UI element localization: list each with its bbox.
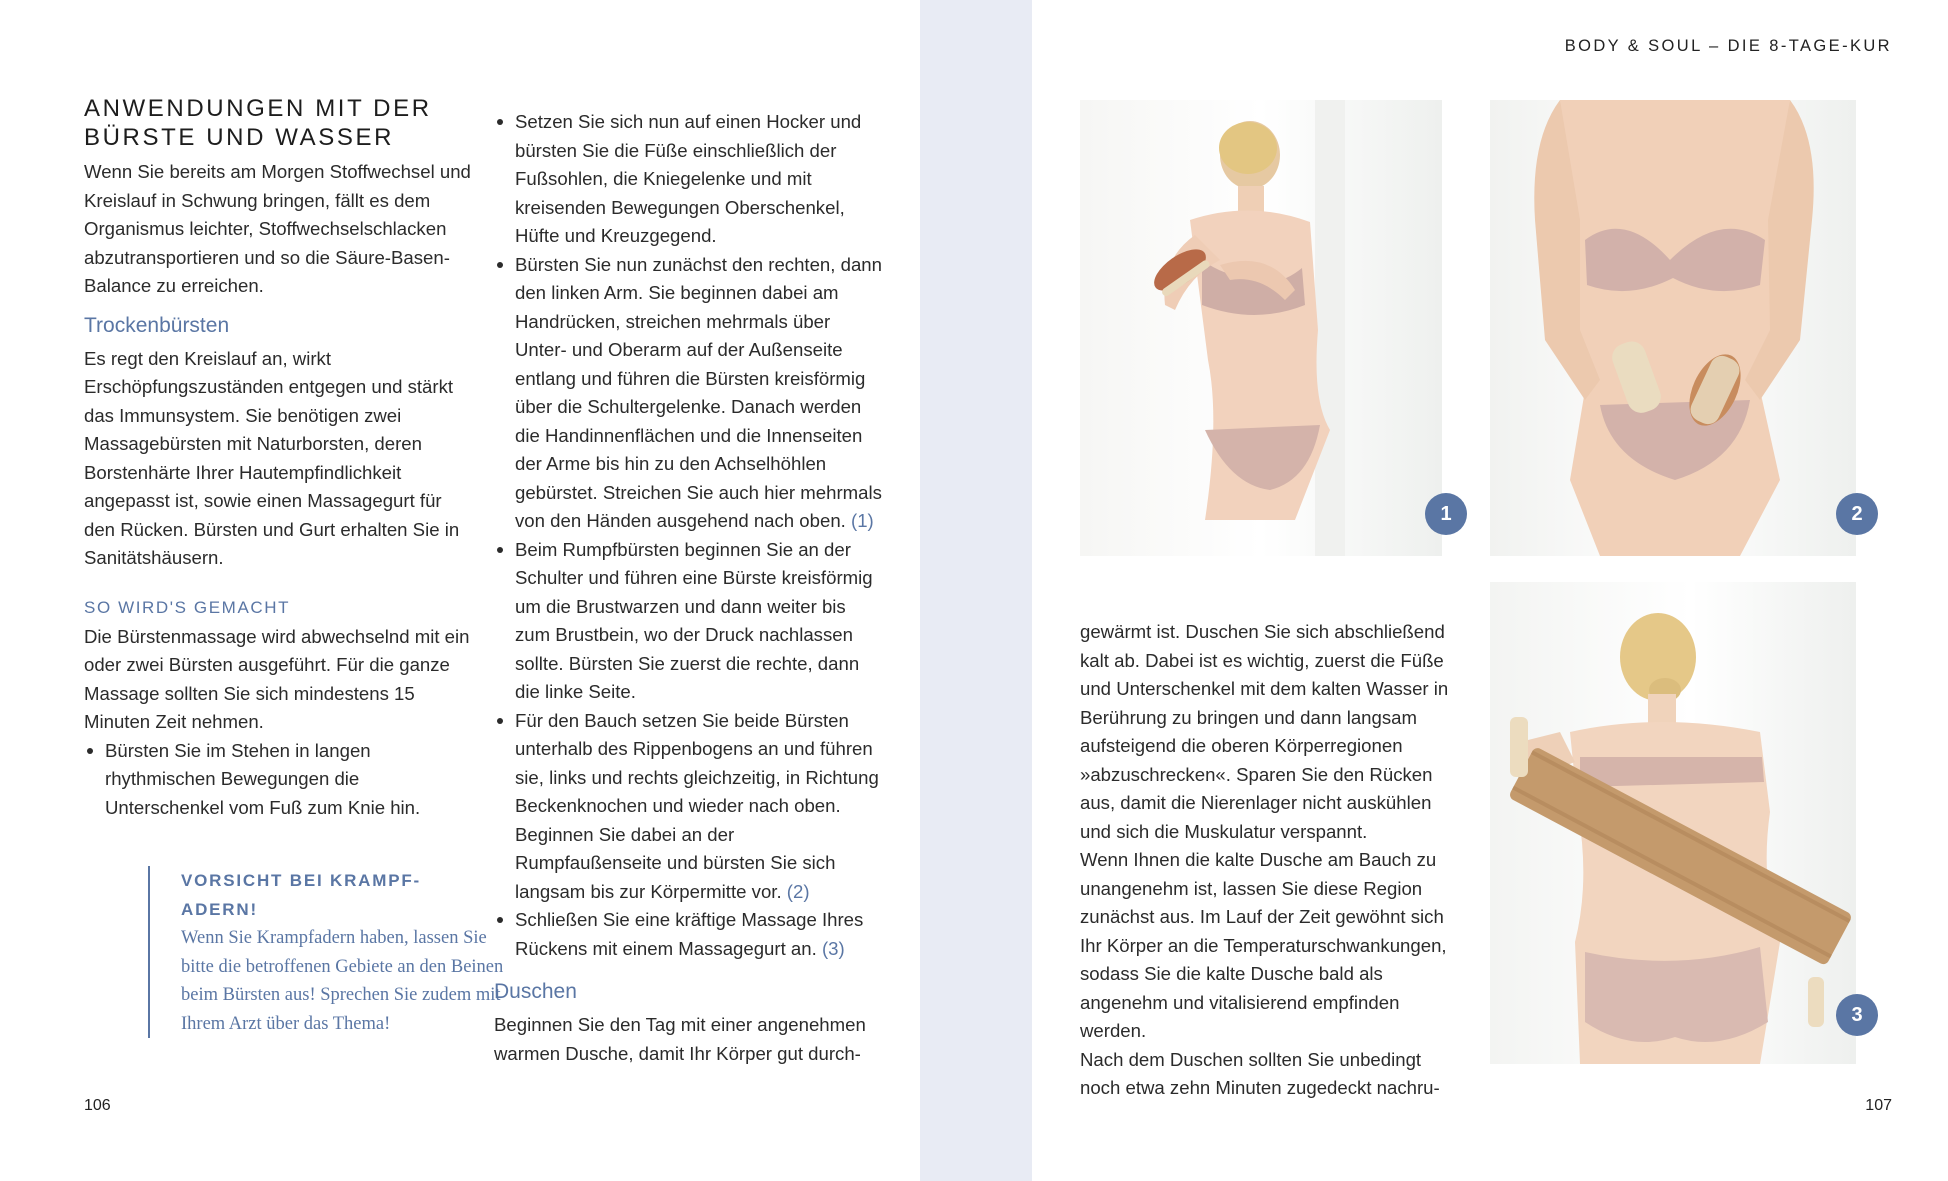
warning-title-line1: VORSICHT BEI KRAMPF- <box>181 871 421 890</box>
intro-paragraph: Wenn Sie bereits am Morgen Stoffwechsel und Kreislauf in Schwung bringen, fällt es dem Organismus leichter, Stoffwechselschlacken abzutransportieren und so die Säure-Basen-Balance zu erreichen. <box>84 161 471 296</box>
woman-arm-brushing-image <box>1080 100 1442 556</box>
photo-reference: (2) <box>786 880 810 902</box>
list-item <box>494 906 886 963</box>
list-item-text: Setzen Sie sich nun auf einen Hocker und bürsten Sie die Füße einschließlich der Fußsohlen, die Kniegelenke und mit kreisenden Bewegungen Oberschenkel, Hüfte und Kreuzgegend. <box>515 111 862 246</box>
section-title-line1: ANWENDUNGEN MIT DER <box>84 95 432 122</box>
photo-badge-3: 3 <box>1836 994 1878 1036</box>
list-item <box>494 251 886 536</box>
left-page <box>0 0 920 1181</box>
trocken-paragraph: Es regt den Kreislauf an, wirkt Erschöpfungszuständen entgegen und stärkt das Immunsystem. Sie benötigen zwei Massagebürsten mit Naturborsten, deren Borstenhärte Ihrer Hautempfindlichkeit angepasst ist, sowie einen Massagegurt für den Rücken. Bürsten und Gurt erhalten Sie in Sanitätshäusern. <box>84 347 460 568</box>
list-item-text: Schließen Sie eine kräftige Massage Ihres Rückens mit einem Massagegurt an. <box>515 909 864 959</box>
photo-2-belly-brushing <box>1490 100 1856 556</box>
photo-reference: (3) <box>821 937 845 959</box>
warning-text: Wenn Sie Krampfadern haben, lassen Sie bitte die betroffenen Gebiete an den Beinen beim Bürsten aus! Sprechen Sie zudem mit Ihrem Arzt über das Thema! <box>181 928 504 1034</box>
list-item <box>494 536 886 707</box>
list-item <box>494 108 886 251</box>
duschen-heading: Duschen <box>494 980 577 1003</box>
warning-box <box>148 866 507 1038</box>
list-item-text: Für den Bauch setzen Sie beide Bürsten unterhalb des Rippenbogens an und führen sie, links und rechts gleichzeitig, in Richtung Beckenknochen und wieder nach oben. Beginnen Sie dabei an der Rumpfaußenseite und bürsten Sie sich langsam bis zur Körpermitte vor. <box>515 709 879 902</box>
howto-paragraph: Die Bürstenmassage wird abwechselnd mit ein oder zwei Bürsten ausgeführt. Für die ganze Massage sollten Sie sich mindestens 15 Minuten Zeit nehmen. <box>84 625 470 732</box>
running-head: BODY & SOUL – DIE 8-TAGE-KUR <box>1564 37 1892 55</box>
warning-title-line2: ADERN! <box>181 900 258 919</box>
photo-badge-1: 1 <box>1425 493 1467 535</box>
left-column-1 <box>84 94 476 822</box>
first-bullet-list <box>84 737 476 823</box>
page-number-right: 107 <box>1865 1097 1892 1114</box>
photo-reference: (1) <box>851 510 874 531</box>
trocken-heading: Trockenbürsten <box>84 313 230 337</box>
photo-badge-2: 2 <box>1836 493 1878 535</box>
woman-back-massage-belt-image <box>1490 582 1856 1064</box>
list-item-text: Bürsten Sie nun zunächst den rechten, dann den linken Arm. Sie beginnen dabei am Handrücken, streichen mehrmals über Unter- und Oberarm auf der Außenseite entlang und führen die Bürsten kreisförmig über die Schultergelenke. Danach werden die Handinnenflächen und die Innenseiten der Arme bis hin zu den Achselhöhlen gebürstet. Streichen Sie auch hier mehrmals von den Händen ausgehend nach oben. <box>515 253 882 531</box>
section-title <box>84 94 476 152</box>
continued-paragraph: Nach dem Duschen sollten Sie unbedingt noch etwa zehn Minuten zugedeckt nachru- <box>1080 1048 1440 1098</box>
steps-bullet-list <box>494 108 886 963</box>
duschen-paragraph: Beginnen Sie den Tag mit einer angenehmen warmen Dusche, damit Ihr Körper gut durch- <box>494 1014 866 1064</box>
list-item-text: Beim Rumpfbürsten beginnen Sie an der Schulter und führen eine Bürste kreisförmig um die Brustwarzen und dann weiter bis zum Brustbein, wo der Druck nachlassen sollte. Bürsten Sie zuerst die rechte, dann die linke Seite. <box>515 538 873 702</box>
howto-heading: SO WIRD'S GEMACHT <box>84 597 291 617</box>
continued-paragraph: Wenn Ihnen die kalte Dusche am Bauch zu unangenehm ist, lassen Sie diese Region zunächst aus. Im Lauf der Zeit gewöhnt sich Ihr Körper an die Temperaturschwankungen, sodass Sie die kalte Dusche bald als angenehm und vitalisierend empfinden werden. <box>1080 849 1447 1041</box>
warning-title <box>181 866 507 924</box>
page-number-left: 106 <box>84 1097 111 1114</box>
continued-paragraph: gewärmt ist. Duschen Sie sich abschließend kalt ab. Dabei ist es wichtig, zuerst die Füße und Unterschenkel mit dem kalten Wasser in Berührung zu bringen und dann langsam aufsteigend die oberen Körperregionen »abzuschrecken«. Sparen Sie den Rücken aus, damit die Nierenlager nicht auskühlen und sich die Muskulatur verspannt. <box>1080 621 1449 842</box>
photo-3-back-massage-belt <box>1490 582 1856 1064</box>
right-text-column <box>1080 618 1465 1103</box>
photo-1-arm-brushing <box>1080 100 1442 556</box>
list-item <box>494 707 886 907</box>
left-column-2 <box>494 108 886 1068</box>
section-title-line2: BÜRSTE UND WASSER <box>84 124 395 151</box>
woman-belly-brushing-image <box>1490 100 1856 556</box>
right-page <box>1032 0 1948 1181</box>
book-gutter <box>920 0 1032 1181</box>
list-item: Bürsten Sie im Stehen in langen rhythmischen Bewegungen die Unterschenkel vom Fuß zum Knie hin. <box>84 737 476 823</box>
